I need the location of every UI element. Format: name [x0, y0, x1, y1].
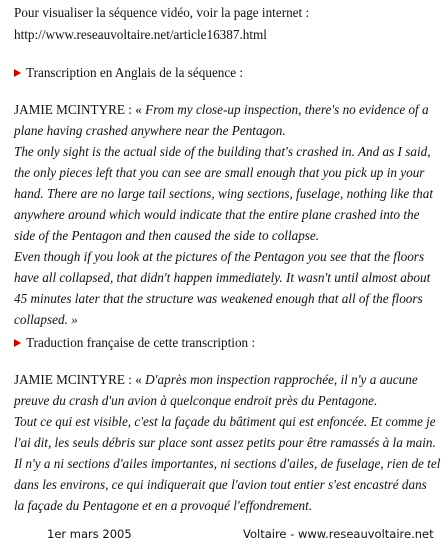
section-heading-english — [14, 64, 243, 82]
red-triangle-bullet-icon — [14, 339, 21, 347]
speaker-label: JAMIE MCINTYRE : « — [14, 102, 146, 117]
heading-text: Traduction française de cette transcription : — [26, 335, 256, 350]
transcript-line: Even though if you look at the pictures of the Pentagon you see that the floors — [14, 249, 425, 264]
heading-text: Transcription en Anglais de la séquence : — [26, 65, 244, 80]
section-heading-french — [14, 334, 255, 352]
translation-line: Tout ce qui est visible, c'est la façade du bâtiment qui est enfoncée. Et comme je — [14, 414, 436, 429]
transcript-line: 45 minutes later that the structure was weakened enough that all of the floors — [14, 291, 423, 306]
quote-text: D'après mon inspection rapprochée, il n'y a aucune — [145, 372, 418, 387]
transcript-line: The only sight is the actual side of the building that's crashed in. And as I said, — [14, 144, 431, 159]
footer-source: Voltaire - www.reseauvoltaire.net — [243, 527, 434, 541]
translation-line: Il n'y a ni sections d'ailes importantes, ni sections d'ailes, de fuselage, rien de tel — [14, 456, 441, 471]
translation-line: la façade du Pentagone et en a provoqué l'effondrement. — [14, 498, 313, 513]
translation-line: dans les environs, ce qui indiquerait que l'avion tout entier s'est encastré dans — [14, 477, 427, 492]
transcript-line: anywhere around which would indicate that the entire plane crashed into the — [14, 207, 420, 222]
translation-line: preuve du crash d'un avion à quelconque endroit près du Pentagone. — [14, 393, 378, 408]
red-triangle-bullet-icon — [14, 69, 21, 77]
transcript-line: plane having crashed anywhere near the Pentagon. — [14, 123, 286, 138]
speaker-label: JAMIE MCINTYRE : « — [14, 372, 146, 387]
transcript-line: hand. There are no large tail sections, wing sections, fuselage, nothing like that — [14, 186, 434, 201]
article-url-link[interactable]: http://www.reseauvoltaire.net/article16387.html — [14, 27, 267, 42]
translation-line: l'ai dit, les seuls débris sur place sont assez petits pour être ramassés à la main. — [14, 435, 436, 450]
transcript-line: have all collapsed, that didn't happen immediately. It wasn't until almost about — [14, 270, 431, 285]
transcript-line — [14, 101, 429, 119]
transcript-line: side of the Pentagon and then caused the side to collapse. — [14, 228, 320, 243]
transcript-line: the only pieces left that you can see are small enough that you pick up in your — [14, 165, 425, 180]
quote-text: From my close-up inspection, there's no evidence of a — [145, 102, 429, 117]
footer-date: 1er mars 2005 — [47, 527, 132, 541]
transcript-line: collapsed. » — [14, 312, 78, 327]
intro-line: Pour visualiser la séquence vidéo, voir la page internet : — [14, 5, 310, 20]
translation-line — [14, 371, 418, 389]
